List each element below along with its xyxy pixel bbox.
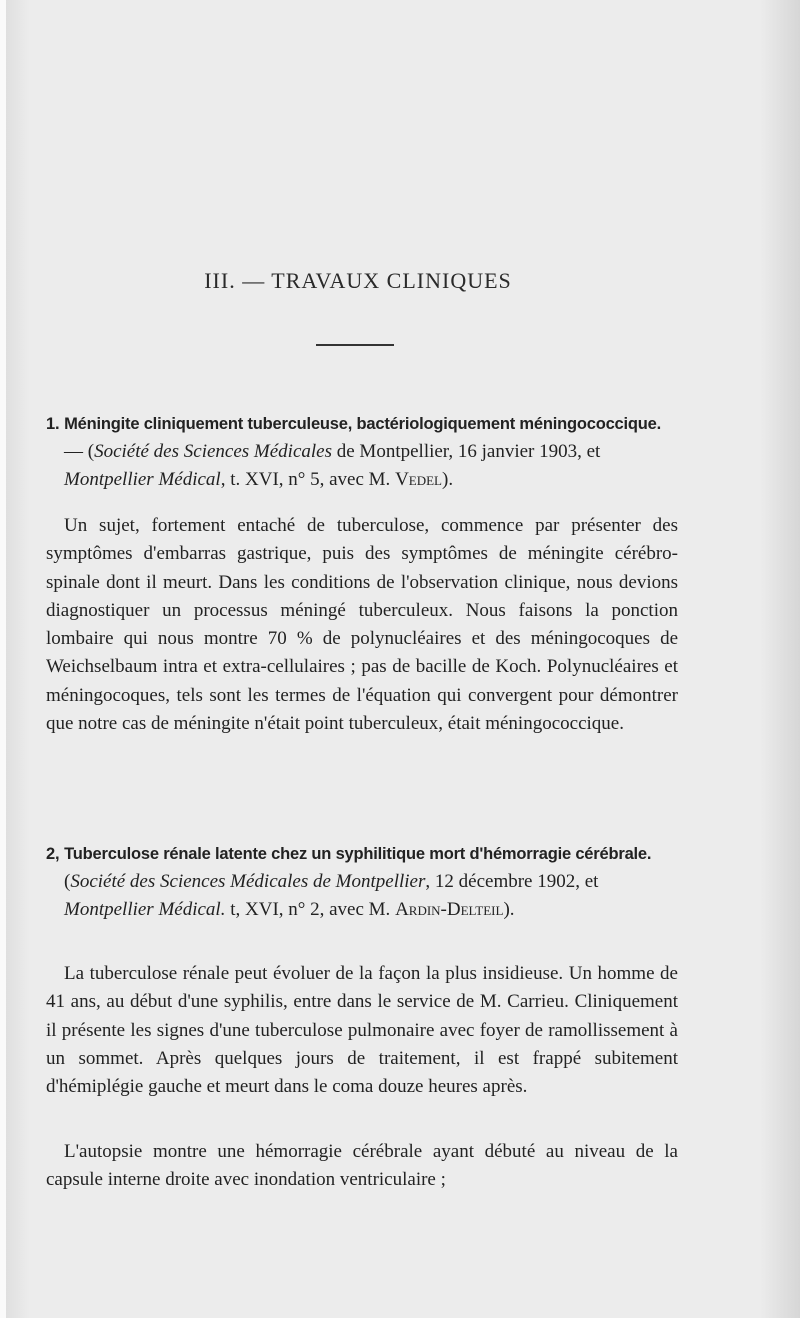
entry-title: Tuberculose rénale latente chez un syphilitique mort d'hémorragie cérébrale. [64,845,652,863]
ref-text: , 12 décembre 1902, et [425,871,599,892]
ref-close: ). [503,899,515,920]
page-bottom-edge [0,1318,800,1340]
ref-open: — ( [64,441,95,462]
ref-text: de Montpellier, 16 janvier 1903, et [332,441,601,462]
ref-text: t, XVI, n° 2, avec M. [225,899,396,920]
entry-number: 1. [46,415,60,433]
entry-1-paragraph: Un sujet, fortement entaché de tuberculose, commence par présenter des symptômes d'embarras gastrique, puis des symptômes de méningite cérébro-spinale dont il meurt. Dans les conditions de l'observation clinique, nous devions diagnostiquer un processus méningé tuberculeux. Nous faisons la ponction lombaire qui nous montre 70 % de polynucléaires et des méningocoques de Weichselbaum intra et extra-cellulaires ; pas de bacille de Koch. Polynucléaires et méningocoques, tels sont les termes de l'équation qui convergent pour démontrer que notre cas de méningite n'était point tuberculeux, était méningococcique. [46,515,678,735]
journal-name: Montpellier Médical [64,469,221,490]
page-edge [0,0,6,1340]
coauthor: Ardin-Delteil [395,899,504,920]
ref-close: ). [442,469,454,490]
title-rule [316,344,394,346]
ref-text: , t. XVI, n° 5, avec M. [220,469,396,490]
entry-number: 2, [46,845,60,863]
entry-2-paragraph: L'autopsie montre une hémorragie cérébrale ayant débuté au niveau de la capsule interne droite avec inondation ventriculaire ; [46,1141,678,1191]
journal-name: Montpellier Médical. [64,899,226,920]
entry-1-heading [46,410,678,494]
entry-title: Méningite cliniquement tuberculeuse, bactériologiquement méningococcique. [64,415,662,433]
ref-open: ( [64,871,71,892]
entry-2-heading [46,840,678,924]
journal-name: Société des Sciences Médicales de Montpellier [70,871,426,892]
section-title: III. — TRAVAUX CLINIQUES [204,268,512,293]
entry-2-paragraph: La tuberculose rénale peut évoluer de la façon la plus insidieuse. Un homme de 41 ans, au début d'une syphilis, entre dans le service de M. Carrieu. Cliniquement il présente les signes d'une tuberculose pulmonaire avec foyer de ramollissement à un sommet. Après quelques jours de traitement, il est frappé subitement d'hémiplégie gauche et meurt dans le coma douze heures après. [46,963,678,1098]
coauthor: Vedel [395,469,442,490]
journal-name: Société des Sciences Médicales [94,441,332,462]
